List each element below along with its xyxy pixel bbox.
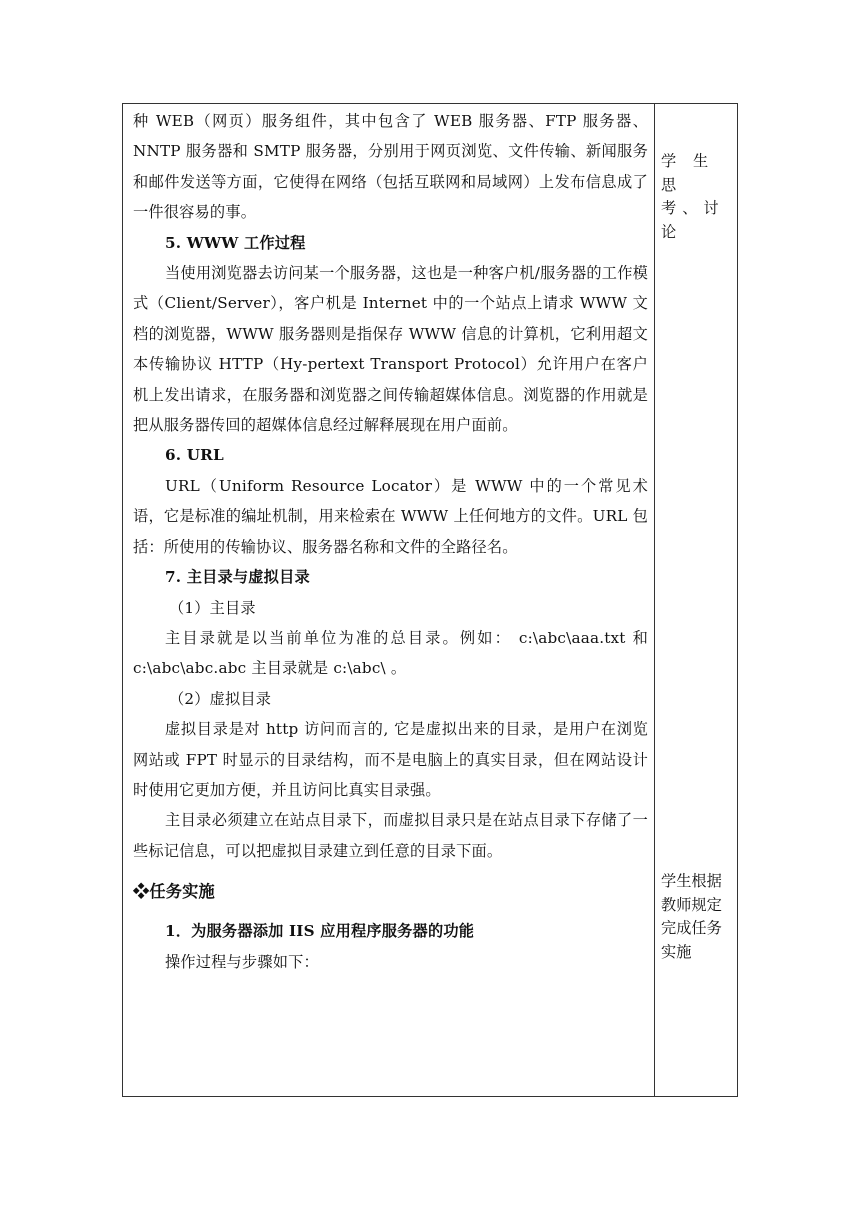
paragraph-url: URL（Uniform Resource Locator）是 WWW 中的一个常见术语，它是标准的编址机制，用来检索在 WWW 上任何地方的文件。URL 包括：所使用的传输协议、服务器名称和文件的全路径名。 — [133, 476, 648, 556]
column-divider — [654, 104, 655, 1096]
paragraph-virtual-directory: 虚拟目录是对 http 访问而言的, 它是虚拟出来的目录，是用户在浏览网站或 FPT 时显示的目录结构，而不是电脑上的真实目录，但在网站设计时使用它更加方便，并且访问比真实目录强。 — [133, 720, 648, 799]
side-note-discussion — [661, 150, 733, 244]
task-title: ❖任务实施 — [133, 882, 215, 902]
content-column — [133, 106, 648, 977]
heading-directories: 7. 主目录与虚拟目录 — [165, 568, 310, 587]
side-note-task — [661, 870, 733, 964]
subheading-virtual-directory: （2）虚拟目录 — [169, 689, 272, 708]
side-note-task-text: 学生根据教师规定完成任务实施 — [661, 872, 722, 961]
side-note-discussion-text: 学 生 思 考、讨论 — [661, 152, 725, 241]
heading-www-process: 5. WWW 工作过程 — [165, 233, 306, 252]
paragraph-directory-compare: 主目录必须建立在站点目录下，而虚拟目录只是在站点目录下存储了一些标记信息，可以把虚拟目录建立到任意的目录下面。 — [133, 811, 648, 860]
subheading-home-directory: （1）主目录 — [169, 598, 256, 617]
task-description: 操作过程与步骤如下： — [165, 952, 319, 971]
lesson-table — [122, 103, 738, 1097]
heading-url: 6. URL — [165, 446, 224, 465]
paragraph-www-process: 当使用浏览器去访问某一个服务器，这也是一种客户机/服务器的工作模式（Client/Server），客户机是 Internet 中的一个站点上请求 WWW 文档的浏览器，WWW 服务器则是指保存 WWW 信息的计算机，它利用超文本传输协议 HTTP（Hy-pertext Transport Protocol）允许用户在客户机上发出请求，在服务器和浏览器之间传输超媒体信息。浏览器的作用就是把从服务器传回的超媒体信息经过解释展现在用户面前。 — [133, 264, 648, 435]
task-step-1: 1．为服务器添加 IIS 应用程序服务器的功能 — [165, 922, 475, 941]
paragraph-home-directory: 主目录就是以当前单位为准的总目录。例如： c:\abc\aaa.txt 和 c:\abc\abc.abc 主目录就是 c:\abc\ 。 — [133, 628, 648, 678]
paragraph-web-components: 种 WEB（网页）服务组件，其中包含了 WEB 服务器、FTP 服务器、NNTP 服务器和 SMTP 服务器，分别用于网页浏览、文件传输、新闻服务和邮件发送等方面，它使得在网络（包括互联网和局域网）上发布信息成了一件很容易的事。 — [133, 112, 648, 222]
